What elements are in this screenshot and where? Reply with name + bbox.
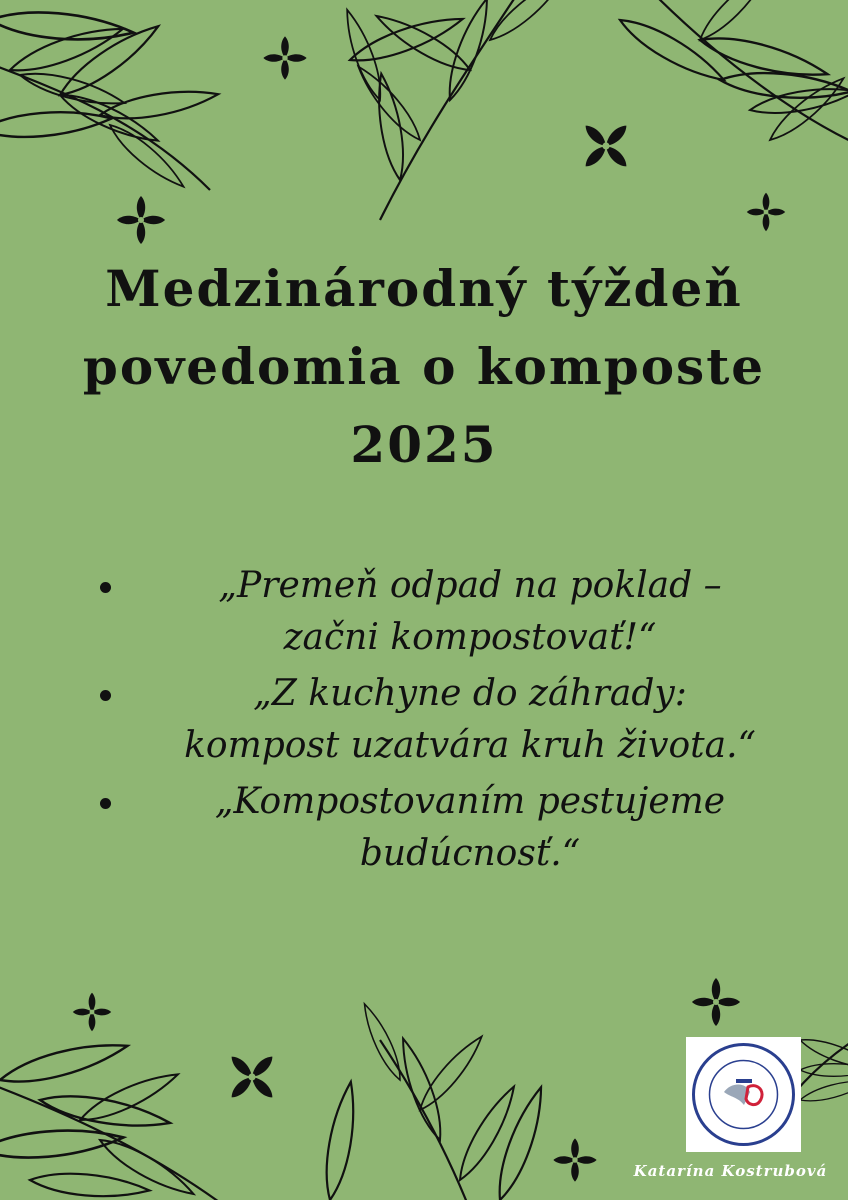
four-petal-flower-icon xyxy=(747,193,785,231)
title-line: 2025 xyxy=(350,415,498,474)
bullet-icon xyxy=(100,798,111,809)
title-line: Medzinárodný týždeň xyxy=(105,259,743,318)
slogan-line: „Kompostovaním pestujeme xyxy=(214,781,726,822)
four-petal-flower-icon xyxy=(553,1138,596,1181)
author-signature: Katarína Kostrubová xyxy=(633,1162,828,1180)
palm-leaf-icon xyxy=(615,0,848,150)
school-logo-icon xyxy=(686,1037,801,1152)
slogan-item xyxy=(100,668,800,772)
four-petal-flower-icon xyxy=(211,1036,292,1117)
four-petal-flower-icon xyxy=(117,196,165,244)
school-logo xyxy=(686,1037,801,1152)
bullet-icon xyxy=(100,582,111,593)
slogan-line: „Premeň odpad na poklad – xyxy=(218,565,722,606)
four-petal-flower-icon xyxy=(692,978,740,1026)
palm-leaf-icon xyxy=(0,7,220,193)
slogan-list xyxy=(100,560,800,884)
slogan-line: „Z kuchyne do záhrady: xyxy=(253,673,687,714)
palm-leaf-icon xyxy=(339,0,569,220)
slogan-line: začni kompostovať!“ xyxy=(283,617,657,658)
palm-leaf-icon xyxy=(320,1001,551,1200)
title-line: povedomia o komposte xyxy=(82,337,766,396)
poster-title xyxy=(0,250,848,484)
bullet-icon xyxy=(100,690,111,701)
four-petal-flower-icon xyxy=(565,105,646,186)
slogan-item xyxy=(100,776,800,880)
four-petal-flower-icon xyxy=(73,993,111,1031)
slogan-item xyxy=(100,560,800,664)
four-petal-flower-icon xyxy=(263,36,306,79)
palm-leaf-icon xyxy=(0,1035,230,1200)
slogan-line: budúcnosť.“ xyxy=(359,833,581,874)
slogan-line: kompost uzatvára kruh života.“ xyxy=(184,725,756,766)
